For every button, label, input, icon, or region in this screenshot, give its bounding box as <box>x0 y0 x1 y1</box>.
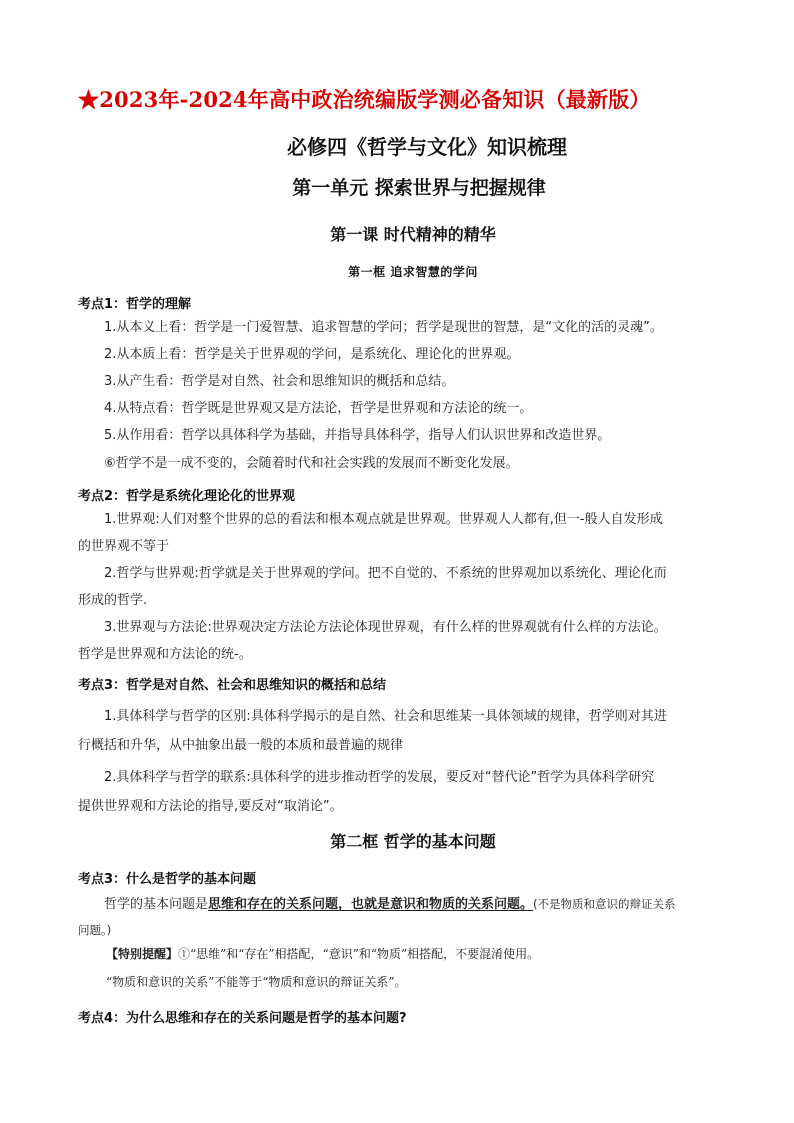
kp2-line: 1.世界观:人们对整个世界的总的看法和根本观点就是世界观。世界观人人都有,但一-般人自发形成 <box>104 512 663 527</box>
unit-title: 第一单元 探索世界与把握规律 <box>292 177 546 199</box>
frame2-title: 第二框 哲学的基本问题 <box>330 832 496 851</box>
frame1-title: 第一框 追求智慧的学问 <box>348 265 478 279</box>
kp3-line: 行概括和升华，从中抽象出最一般的本质和最普遍的规律 <box>78 738 404 753</box>
kp1-item: 5.从作用看：哲学以具体科学为基础，并指导具体科学，指导人们认识世界和改造世界。 <box>104 428 611 443</box>
subtitle: 必修四《哲学与文化》知识梳理 <box>287 135 567 159</box>
lesson-title: 第一课 时代精神的精华 <box>330 225 496 244</box>
kp2-line: 3.世界观与方法论:世界观决定方法论方法论体现世界观，有什么样的世界观就有什么样的方法论。 <box>104 620 667 635</box>
kp3b-tip-2: “物质和意识的关系”不能等于“物质和意识的辩证关系”。 <box>106 975 407 989</box>
kp3b-heading: 考点3：什么是哲学的基本问题 <box>78 872 257 887</box>
kp3b-text-a: 哲学的基本问题是 <box>104 897 209 912</box>
kp1-heading: 考点1：哲学的理解 <box>78 297 192 312</box>
kp2-line: 2.哲学与世界观:哲学就是关于世界观的学问。把不自觉的、不系统的世界观加以系统化、理论化而 <box>104 566 667 581</box>
kp3b-definition <box>104 896 676 913</box>
kp3b-tip-1 <box>106 946 539 962</box>
kp2-line: 的世界观不等于 <box>78 539 170 554</box>
kp1-item: ⑥哲学不是一成不变的，会随着时代和社会实践的发展而不断变化发展。 <box>104 456 519 471</box>
kp1-item: 2.从本质上看：哲学是关于世界观的学问，是系统化、理论化的世界观。 <box>104 347 520 362</box>
kp3-heading: 考点3：哲学是对自然、社会和思维知识的概括和总结 <box>78 678 387 693</box>
kp2-line: 哲学是世界观和方法论的统-。 <box>78 647 252 662</box>
kp2-line: 形成的哲学. <box>78 593 148 608</box>
kp3b-note-b: 问题。) <box>78 923 112 937</box>
kp1-item: 3.从产生看：哲学是对自然、社会和思维知识的概括和总结。 <box>104 374 455 389</box>
kp3b-note-a: (不是物质和意识的辩证关系 <box>533 897 676 911</box>
kp3-line: 2.具体科学与哲学的联系:具体科学的进步推动哲学的发展，要反对“替代论”哲学为具体科学研究 <box>104 770 655 785</box>
kp3b-text-b: 思维和存在的关系问题，也就是意识和物质的关系问题。 <box>208 897 534 912</box>
tip-label: 【特别提醒】 <box>106 947 179 961</box>
kp2-heading: 考点2：哲学是系统化理论化的世界观 <box>78 489 296 504</box>
kp1-item: 1.从本义上看：哲学是一门爱智慧、追求智慧的学问；哲学是现世的智慧，是“文化的活的灵魂”。 <box>104 320 663 335</box>
kp1-item: 4.从特点看：哲学既是世界观又是方法论，哲学是世界观和方法论的统一。 <box>104 401 533 416</box>
tip-1-text: ①“思维”和“存在”相搭配，“意识”和“物质”相搭配，不要混淆使用。 <box>178 947 540 961</box>
kp3-line: 1.具体科学与哲学的区别:具体科学揭示的是自然、社会和思维某一具体领域的规律，哲学则对其进 <box>104 709 667 724</box>
kp4-heading: 考点4：为什么思维和存在的关系问题是哲学的基本问题? <box>78 1011 407 1026</box>
kp3-line: 提供世界观和方法论的指导,要反对“取消论”。 <box>78 799 343 814</box>
main-title: ★2023年-2024年高中政治统编版学测必备知识（最新版） <box>78 87 651 112</box>
